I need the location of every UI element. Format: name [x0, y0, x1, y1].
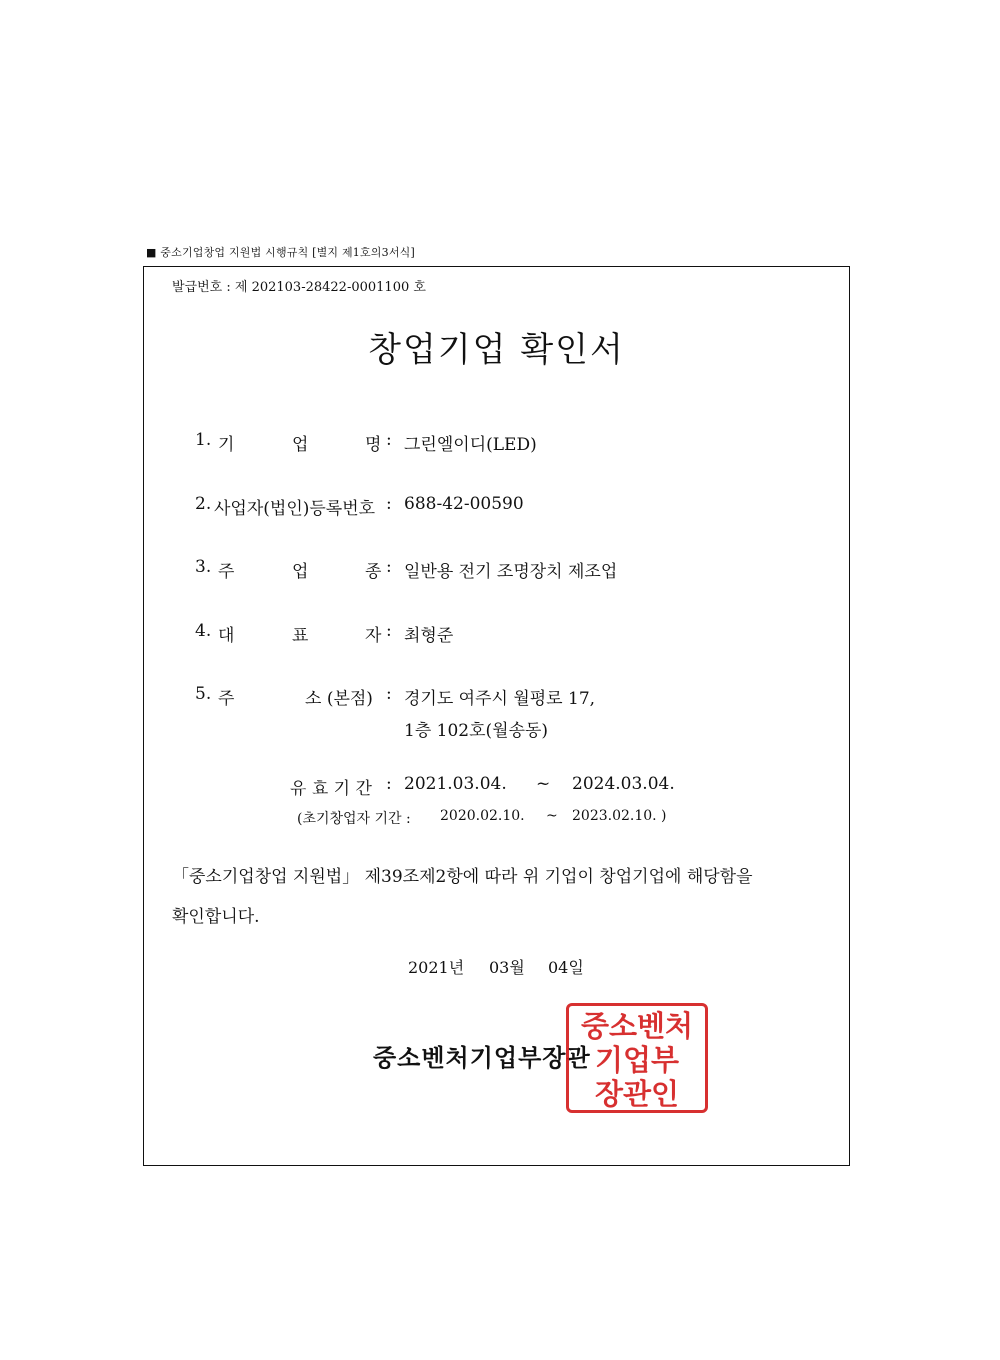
seal-text-line2: 기업부: [594, 1043, 680, 1077]
field-colon: :: [386, 621, 392, 641]
field-label-part: 소 (본점): [305, 689, 373, 709]
field-label-part: 업: [292, 562, 309, 582]
validity-start: 2021.03.04.: [404, 774, 507, 794]
field-number: 4.: [195, 621, 212, 641]
registration-number-value: 688-42-00590: [404, 494, 524, 514]
field-number: 2.: [195, 494, 212, 514]
field-address: [0, 684, 1000, 708]
field-colon: :: [386, 557, 392, 577]
validity-tilde: ~: [536, 774, 551, 794]
validity-end: 2024.03.04.: [572, 774, 675, 794]
field-label-part: 표: [292, 626, 309, 646]
early-period-tilde: ~: [546, 808, 558, 824]
validity-label: 유 효 기 간: [290, 779, 372, 799]
field-early-startup-period: [0, 808, 1000, 828]
field-label-part: 기: [218, 435, 235, 455]
address-value-line2: 1층 102호(월송동): [404, 721, 549, 741]
issue-number: 발급번호 : 제 202103-28422-0001100 호: [172, 280, 426, 295]
field-label-part: 주: [218, 689, 235, 709]
form-reference: ■ 중소기업창업 지원법 시행규칙 [별지 제1호의3서식]: [146, 246, 415, 259]
field-registration-number: [0, 494, 1000, 518]
field-representative: [0, 621, 1000, 645]
official-seal: [566, 1003, 708, 1113]
seal-text-line1: 중소벤처: [580, 1009, 694, 1043]
statement-line-1: 「중소기업창업 지원법」 제39조제2항에 따라 위 기업이 창업기업에 해당함을: [172, 867, 753, 887]
field-number: 3.: [195, 557, 212, 577]
field-label-part: 자: [365, 626, 382, 646]
field-label-part: 명: [365, 435, 382, 455]
representative-value: 최형준: [404, 626, 454, 646]
statement-line-2: 확인합니다.: [172, 907, 260, 927]
field-label-part: 종: [365, 562, 382, 582]
issuing-minister: 중소벤처기업부장관: [373, 1044, 591, 1072]
issue-date-year: 2021년: [408, 958, 465, 977]
early-period-label: (초기창업자 기간 :: [297, 811, 411, 827]
seal-text-line3: 장관인: [594, 1077, 680, 1111]
address-value-line1: 경기도 여주시 월평로 17,: [404, 689, 596, 709]
field-colon: :: [386, 684, 392, 704]
document-title: 창업기업 확인서: [368, 330, 625, 370]
field-colon: :: [386, 430, 392, 450]
business-type-value: 일반용 전기 조명장치 제조업: [404, 562, 618, 582]
early-period-end: 2023.02.10. ): [572, 808, 667, 824]
field-label-part: 업: [292, 435, 309, 455]
field-number: 1.: [195, 430, 212, 450]
issue-date-month: 03월: [489, 958, 525, 977]
field-colon: :: [386, 494, 392, 514]
field-label-part: 대: [218, 626, 235, 646]
issue-date-day: 04일: [548, 958, 584, 977]
field-address-continued: [0, 716, 1000, 740]
company-name-value: 그린엘이디(LED): [404, 435, 537, 455]
field-business-type: [0, 557, 1000, 581]
field-company: [0, 430, 1000, 454]
field-label: 사업자(법인)등록번호: [214, 499, 376, 519]
early-period-start: 2020.02.10.: [440, 808, 525, 824]
field-number: 5.: [195, 684, 212, 704]
field-label-part: 주: [218, 562, 235, 582]
field-colon: :: [386, 774, 392, 794]
field-validity-period: [0, 774, 1000, 798]
